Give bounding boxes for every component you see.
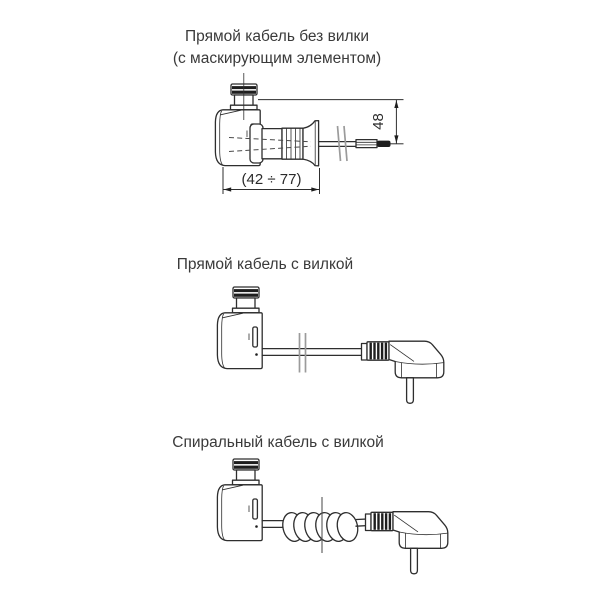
title-line: (с маскирующим элементом) xyxy=(172,50,382,67)
heater-body xyxy=(217,459,262,541)
cable-straight xyxy=(319,142,357,147)
dimension-length-range xyxy=(223,167,320,194)
diagram-straight-cable-no-plug xyxy=(215,73,403,194)
title-line: Прямой кабель с вилкой xyxy=(176,256,354,273)
cable-break-icon xyxy=(338,126,348,161)
dimension-label-42-77: (42 ÷ 77) xyxy=(241,171,302,188)
title-line: Прямой кабель без вилки xyxy=(185,28,369,45)
power-plug xyxy=(362,341,444,403)
diagram-straight-cable-with-plug xyxy=(217,287,443,403)
cable-break-icon xyxy=(300,333,306,373)
cable-straight xyxy=(262,349,362,356)
heater-body xyxy=(217,287,262,369)
bare-wire-end xyxy=(356,140,391,148)
power-plug xyxy=(366,512,448,574)
title-line: Спиральный кабель с вилкой xyxy=(172,434,384,451)
diagram-spiral-cable-with-plug xyxy=(217,459,447,574)
dimension-label-48: 48 xyxy=(370,113,387,130)
spiral-cable xyxy=(262,511,371,544)
